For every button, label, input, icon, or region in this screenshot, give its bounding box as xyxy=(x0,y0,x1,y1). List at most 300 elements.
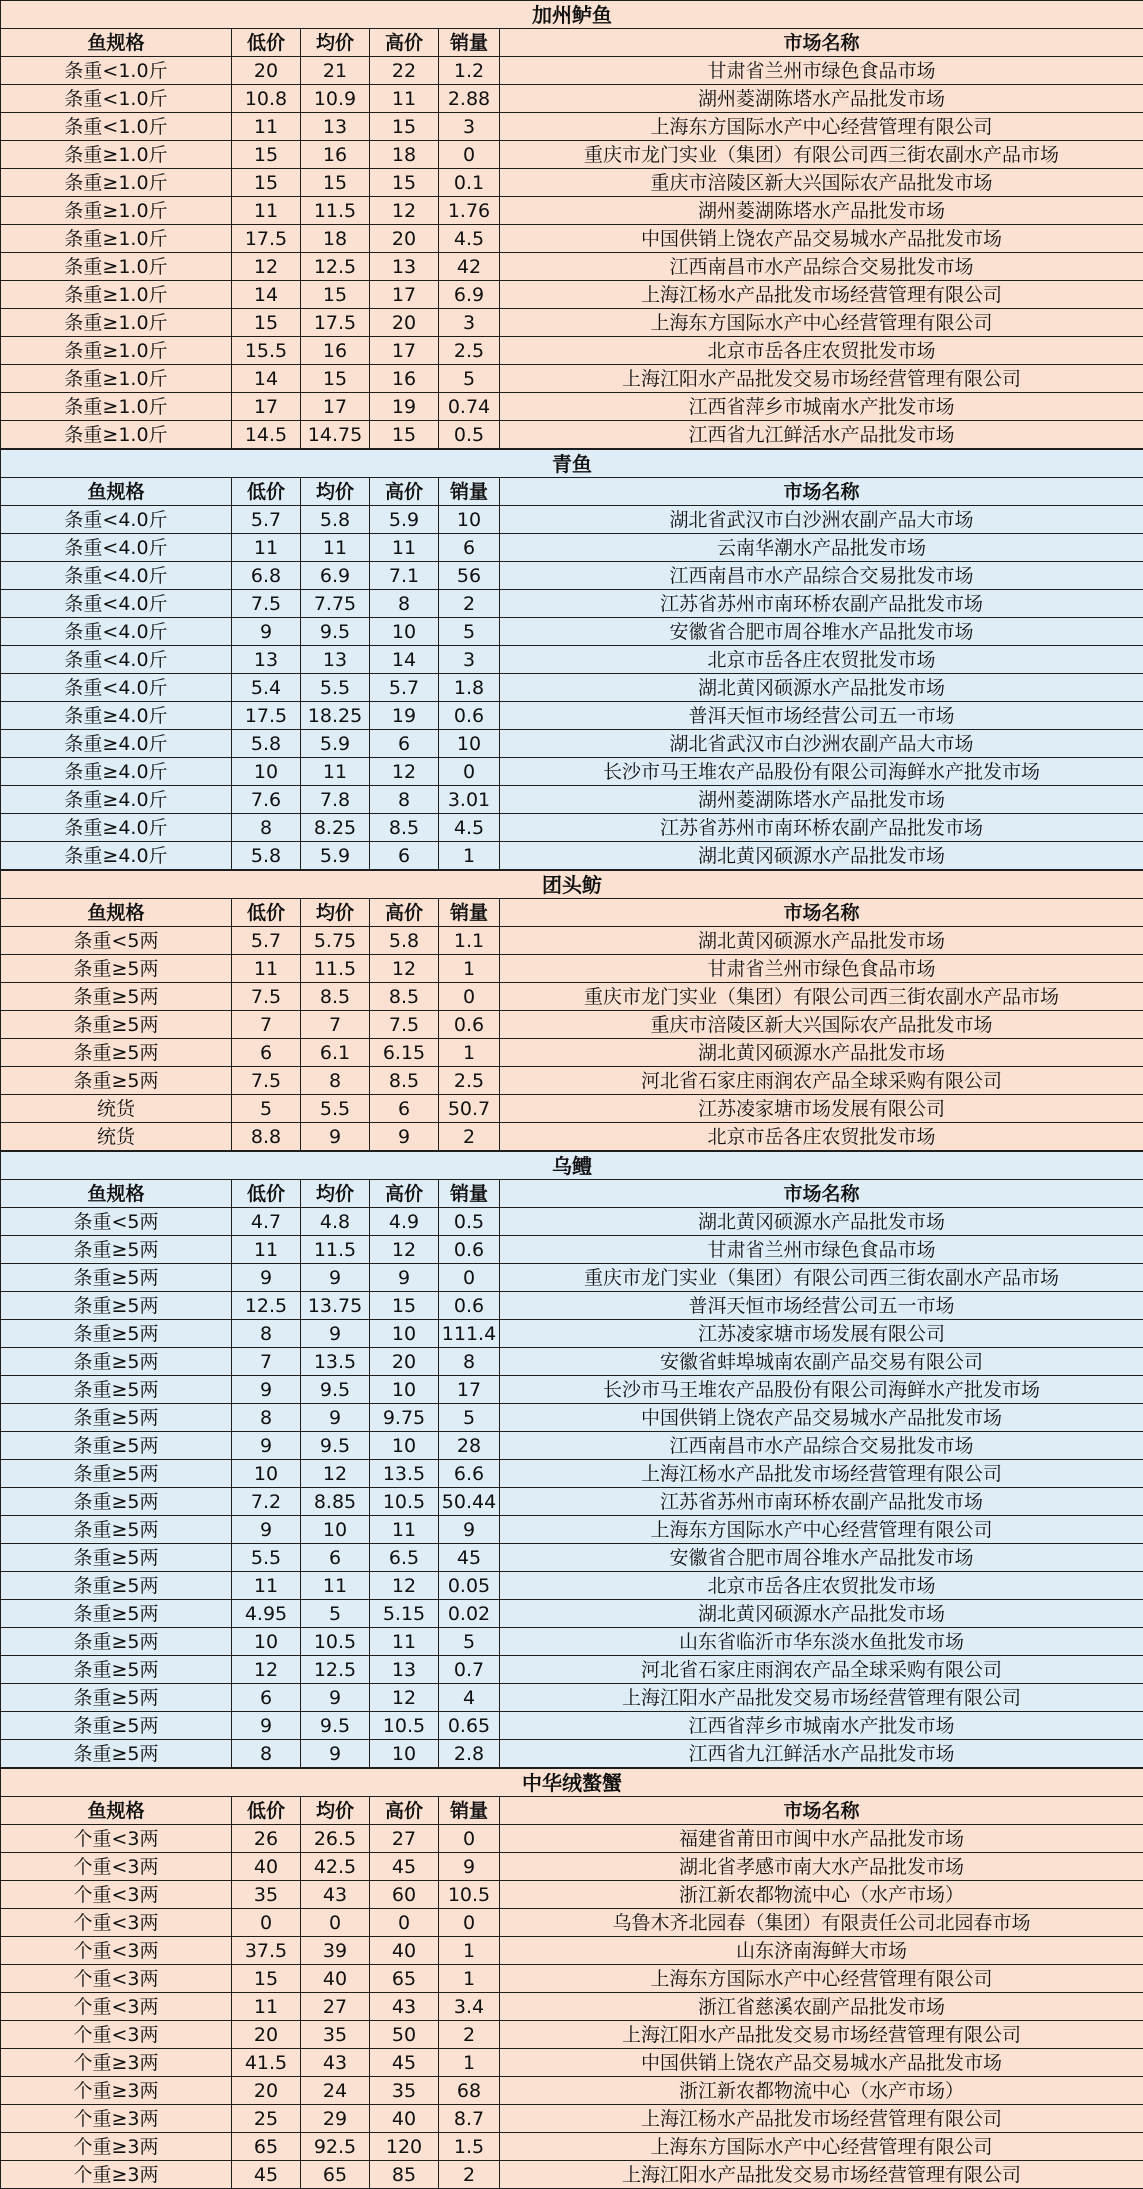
cell-volume: 2 xyxy=(439,1123,500,1151)
cell-market-name: 山东省临沂市华东淡水鱼批发市场 xyxy=(500,1628,1143,1656)
header-spec: 鱼规格 xyxy=(1,29,232,57)
cell-avg-price: 5.8 xyxy=(301,506,370,534)
cell-volume: 5 xyxy=(439,365,500,393)
header-volume: 销量 xyxy=(439,1797,500,1825)
cell-spec: 条重<4.0斤 xyxy=(1,534,232,562)
cell-avg-price: 9 xyxy=(301,1320,370,1348)
cell-volume: 17 xyxy=(439,1376,500,1404)
cell-spec: 条重≥5两 xyxy=(1,1432,232,1460)
cell-low-price: 26 xyxy=(232,1825,301,1853)
cell-high-price: 120 xyxy=(370,2133,439,2161)
cell-high-price: 15 xyxy=(370,169,439,197)
cell-market-name: 上海江杨水产品批发市场经营管理有限公司 xyxy=(500,2105,1143,2133)
cell-spec: 个重<3两 xyxy=(1,1965,232,1993)
cell-low-price: 10 xyxy=(232,758,301,786)
table-row xyxy=(1,1067,1143,1095)
cell-volume: 6.6 xyxy=(439,1460,500,1488)
cell-spec: 条重≥4.0斤 xyxy=(1,786,232,814)
cell-volume: 56 xyxy=(439,562,500,590)
cell-low-price: 5.8 xyxy=(232,730,301,758)
cell-avg-price: 10.5 xyxy=(301,1628,370,1656)
header-avg-price: 均价 xyxy=(301,1180,370,1208)
cell-market-name: 普洱天恒市场经营公司五一市场 xyxy=(500,702,1143,730)
cell-avg-price: 8 xyxy=(301,1067,370,1095)
table-row xyxy=(1,1488,1143,1516)
cell-high-price: 11 xyxy=(370,534,439,562)
section-title-row xyxy=(1,871,1143,899)
table-row xyxy=(1,253,1143,281)
cell-market-name: 北京市岳各庄农贸批发市场 xyxy=(500,646,1143,674)
cell-avg-price: 43 xyxy=(301,1881,370,1909)
cell-market-name: 江苏凌家塘市场发展有限公司 xyxy=(500,1095,1143,1123)
cell-market-name: 上海江阳水产品批发交易市场经营管理有限公司 xyxy=(500,365,1143,393)
table-row xyxy=(1,1404,1143,1432)
header-market-name: 市场名称 xyxy=(500,478,1143,506)
cell-high-price: 43 xyxy=(370,1993,439,2021)
section-title-row xyxy=(1,450,1143,478)
cell-avg-price: 9.5 xyxy=(301,1712,370,1740)
cell-volume: 0.5 xyxy=(439,421,500,449)
cell-spec: 条重<1.0斤 xyxy=(1,57,232,85)
cell-avg-price: 35 xyxy=(301,2021,370,2049)
cell-avg-price: 11 xyxy=(301,1572,370,1600)
cell-avg-price: 5.5 xyxy=(301,1095,370,1123)
section-title: 团头鲂 xyxy=(1,871,1143,899)
header-volume: 销量 xyxy=(439,29,500,57)
cell-high-price: 5.7 xyxy=(370,674,439,702)
cell-high-price: 13.5 xyxy=(370,1460,439,1488)
cell-low-price: 9 xyxy=(232,1376,301,1404)
cell-spec: 条重<1.0斤 xyxy=(1,113,232,141)
cell-low-price: 17.5 xyxy=(232,702,301,730)
cell-market-name: 江西南昌市水产品综合交易批发市场 xyxy=(500,562,1143,590)
cell-spec: 条重≥5两 xyxy=(1,1656,232,1684)
cell-volume: 0.02 xyxy=(439,1600,500,1628)
cell-market-name: 浙江省慈溪农副产品批发市场 xyxy=(500,1993,1143,2021)
cell-volume: 1 xyxy=(439,1937,500,1965)
cell-spec: 条重≥5两 xyxy=(1,1292,232,1320)
header-avg-price: 均价 xyxy=(301,478,370,506)
cell-high-price: 11 xyxy=(370,1628,439,1656)
cell-high-price: 12 xyxy=(370,1236,439,1264)
cell-high-price: 8.5 xyxy=(370,1067,439,1095)
cell-avg-price: 9 xyxy=(301,1684,370,1712)
cell-avg-price: 16 xyxy=(301,141,370,169)
cell-low-price: 9 xyxy=(232,1712,301,1740)
cell-low-price: 40 xyxy=(232,1853,301,1881)
cell-volume: 50.7 xyxy=(439,1095,500,1123)
cell-low-price: 5.7 xyxy=(232,927,301,955)
table-row xyxy=(1,1993,1143,2021)
table-row xyxy=(1,57,1143,85)
cell-high-price: 7.5 xyxy=(370,1011,439,1039)
cell-avg-price: 5.75 xyxy=(301,927,370,955)
cell-market-name: 重庆市涪陵区新大兴国际农产品批发市场 xyxy=(500,169,1143,197)
cell-low-price: 10 xyxy=(232,1460,301,1488)
cell-avg-price: 39 xyxy=(301,1937,370,1965)
cell-spec: 条重≥5两 xyxy=(1,1404,232,1432)
table-row xyxy=(1,590,1143,618)
cell-volume: 0 xyxy=(439,141,500,169)
table-row xyxy=(1,2133,1143,2161)
header-row xyxy=(1,899,1143,927)
cell-avg-price: 5.9 xyxy=(301,730,370,758)
cell-avg-price: 4.8 xyxy=(301,1208,370,1236)
cell-volume: 111.4 xyxy=(439,1320,500,1348)
cell-high-price: 10.5 xyxy=(370,1712,439,1740)
cell-high-price: 18 xyxy=(370,141,439,169)
cell-spec: 个重≥3两 xyxy=(1,2161,232,2189)
cell-avg-price: 9 xyxy=(301,1404,370,1432)
cell-volume: 3.4 xyxy=(439,1993,500,2021)
header-high-price: 高价 xyxy=(370,478,439,506)
table-row xyxy=(1,1292,1143,1320)
table-row xyxy=(1,1628,1143,1656)
header-avg-price: 均价 xyxy=(301,899,370,927)
cell-low-price: 8 xyxy=(232,814,301,842)
cell-avg-price: 7 xyxy=(301,1011,370,1039)
section-title-row xyxy=(1,1152,1143,1180)
cell-volume: 2.5 xyxy=(439,1067,500,1095)
cell-avg-price: 7.75 xyxy=(301,590,370,618)
cell-volume: 8 xyxy=(439,1348,500,1376)
table-row xyxy=(1,983,1143,1011)
cell-low-price: 11 xyxy=(232,113,301,141)
cell-spec: 个重<3两 xyxy=(1,1853,232,1881)
cell-low-price: 37.5 xyxy=(232,1937,301,1965)
cell-spec: 条重≥4.0斤 xyxy=(1,702,232,730)
cell-high-price: 12 xyxy=(370,758,439,786)
cell-spec: 条重<4.0斤 xyxy=(1,618,232,646)
cell-market-name: 安徽省合肥市周谷堆水产品批发市场 xyxy=(500,618,1143,646)
cell-spec: 个重<3两 xyxy=(1,1937,232,1965)
cell-high-price: 85 xyxy=(370,2161,439,2189)
cell-low-price: 7 xyxy=(232,1011,301,1039)
cell-volume: 5 xyxy=(439,1628,500,1656)
cell-market-name: 长沙市马王堆农产品股份有限公司海鲜水产批发市场 xyxy=(500,758,1143,786)
cell-spec: 条重≥5两 xyxy=(1,1067,232,1095)
cell-volume: 2.5 xyxy=(439,337,500,365)
cell-avg-price: 40 xyxy=(301,1965,370,1993)
cell-low-price: 13 xyxy=(232,646,301,674)
cell-low-price: 11 xyxy=(232,1236,301,1264)
header-market-name: 市场名称 xyxy=(500,1797,1143,1825)
table-row xyxy=(1,955,1143,983)
table-row xyxy=(1,618,1143,646)
cell-low-price: 7.6 xyxy=(232,786,301,814)
table-row xyxy=(1,113,1143,141)
cell-market-name: 江西省九江鲜活水产品批发市场 xyxy=(500,1740,1143,1768)
cell-spec: 条重≥5两 xyxy=(1,1684,232,1712)
cell-spec: 个重<3两 xyxy=(1,1881,232,1909)
cell-avg-price: 8.5 xyxy=(301,983,370,1011)
cell-spec: 条重<5两 xyxy=(1,927,232,955)
cell-market-name: 普洱天恒市场经营公司五一市场 xyxy=(500,1292,1143,1320)
header-spec: 鱼规格 xyxy=(1,899,232,927)
cell-avg-price: 8.25 xyxy=(301,814,370,842)
cell-low-price: 25 xyxy=(232,2105,301,2133)
cell-volume: 0.65 xyxy=(439,1712,500,1740)
cell-spec: 条重≥5两 xyxy=(1,1376,232,1404)
cell-avg-price: 9 xyxy=(301,1123,370,1151)
cell-low-price: 4.7 xyxy=(232,1208,301,1236)
cell-low-price: 11 xyxy=(232,197,301,225)
cell-avg-price: 9 xyxy=(301,1264,370,1292)
cell-volume: 2 xyxy=(439,2161,500,2189)
cell-spec: 条重≥5两 xyxy=(1,1320,232,1348)
cell-avg-price: 65 xyxy=(301,2161,370,2189)
cell-volume: 0 xyxy=(439,1825,500,1853)
cell-volume: 1 xyxy=(439,1965,500,1993)
cell-high-price: 15 xyxy=(370,1292,439,1320)
cell-spec: 个重<3两 xyxy=(1,1909,232,1937)
header-avg-price: 均价 xyxy=(301,29,370,57)
table-row xyxy=(1,1460,1143,1488)
cell-low-price: 45 xyxy=(232,2161,301,2189)
cell-market-name: 甘肃省兰州市绿色食品市场 xyxy=(500,955,1143,983)
cell-market-name: 福建省莆田市闽中水产品批发市场 xyxy=(500,1825,1143,1853)
cell-avg-price: 13 xyxy=(301,113,370,141)
header-spec: 鱼规格 xyxy=(1,478,232,506)
cell-market-name: 江西省萍乡市城南水产批发市场 xyxy=(500,393,1143,421)
header-row xyxy=(1,29,1143,57)
cell-avg-price: 10 xyxy=(301,1516,370,1544)
cell-high-price: 11 xyxy=(370,85,439,113)
header-low-price: 低价 xyxy=(232,478,301,506)
cell-avg-price: 15 xyxy=(301,281,370,309)
cell-avg-price: 21 xyxy=(301,57,370,85)
cell-market-name: 乌鲁木齐北园春（集团）有限责任公司北园春市场 xyxy=(500,1909,1143,1937)
cell-low-price: 8 xyxy=(232,1740,301,1768)
cell-spec: 条重≥1.0斤 xyxy=(1,309,232,337)
cell-high-price: 60 xyxy=(370,1881,439,1909)
cell-high-price: 16 xyxy=(370,365,439,393)
cell-high-price: 5.9 xyxy=(370,506,439,534)
table-row xyxy=(1,337,1143,365)
cell-market-name: 甘肃省兰州市绿色食品市场 xyxy=(500,57,1143,85)
table-row xyxy=(1,2021,1143,2049)
table-row xyxy=(1,1825,1143,1853)
cell-avg-price: 8.85 xyxy=(301,1488,370,1516)
table-row xyxy=(1,2077,1143,2105)
table-row xyxy=(1,1348,1143,1376)
cell-avg-price: 0 xyxy=(301,1909,370,1937)
cell-avg-price: 11.5 xyxy=(301,197,370,225)
cell-market-name: 湖北省武汉市白沙洲农副产品大市场 xyxy=(500,506,1143,534)
cell-volume: 9 xyxy=(439,1853,500,1881)
cell-high-price: 19 xyxy=(370,393,439,421)
table-row xyxy=(1,1123,1143,1151)
cell-market-name: 上海江阳水产品批发交易市场经营管理有限公司 xyxy=(500,2021,1143,2049)
cell-volume: 2 xyxy=(439,590,500,618)
cell-spec: 统货 xyxy=(1,1123,232,1151)
section-table xyxy=(0,870,1143,1151)
cell-high-price: 27 xyxy=(370,1825,439,1853)
table-row xyxy=(1,281,1143,309)
table-row xyxy=(1,1516,1143,1544)
cell-low-price: 14.5 xyxy=(232,421,301,449)
cell-market-name: 浙江新农都物流中心（水产市场） xyxy=(500,1881,1143,1909)
cell-volume: 1 xyxy=(439,955,500,983)
cell-low-price: 65 xyxy=(232,2133,301,2161)
cell-market-name: 重庆市龙门实业（集团）有限公司西三街农副水产品市场 xyxy=(500,983,1143,1011)
cell-volume: 0.05 xyxy=(439,1572,500,1600)
cell-volume: 68 xyxy=(439,2077,500,2105)
table-row xyxy=(1,1937,1143,1965)
cell-high-price: 12 xyxy=(370,1684,439,1712)
cell-spec: 条重≥1.0斤 xyxy=(1,141,232,169)
cell-volume: 3.01 xyxy=(439,786,500,814)
cell-spec: 条重≥1.0斤 xyxy=(1,197,232,225)
cell-high-price: 17 xyxy=(370,281,439,309)
header-row xyxy=(1,1180,1143,1208)
table-row xyxy=(1,1909,1143,1937)
cell-avg-price: 6 xyxy=(301,1544,370,1572)
cell-market-name: 北京市岳各庄农贸批发市场 xyxy=(500,1123,1143,1151)
header-market-name: 市场名称 xyxy=(500,1180,1143,1208)
cell-volume: 1.5 xyxy=(439,2133,500,2161)
cell-market-name: 中国供销上饶农产品交易城水产品批发市场 xyxy=(500,1404,1143,1432)
header-low-price: 低价 xyxy=(232,1797,301,1825)
cell-avg-price: 11 xyxy=(301,534,370,562)
cell-volume: 9 xyxy=(439,1516,500,1544)
cell-volume: 3 xyxy=(439,646,500,674)
cell-market-name: 江苏省苏州市南环桥农副产品批发市场 xyxy=(500,814,1143,842)
cell-market-name: 湖州菱湖陈塔水产品批发市场 xyxy=(500,85,1143,113)
cell-avg-price: 6.9 xyxy=(301,562,370,590)
table-row xyxy=(1,1320,1143,1348)
cell-low-price: 7.5 xyxy=(232,1067,301,1095)
cell-high-price: 11 xyxy=(370,1516,439,1544)
cell-volume: 6.9 xyxy=(439,281,500,309)
cell-spec: 条重<4.0斤 xyxy=(1,562,232,590)
section-table xyxy=(0,1151,1143,1768)
cell-low-price: 10.8 xyxy=(232,85,301,113)
cell-spec: 条重<1.0斤 xyxy=(1,85,232,113)
table-row xyxy=(1,1656,1143,1684)
table-row xyxy=(1,1684,1143,1712)
cell-market-name: 上海东方国际水产中心经营管理有限公司 xyxy=(500,1516,1143,1544)
cell-market-name: 上海江阳水产品批发交易市场经营管理有限公司 xyxy=(500,2161,1143,2189)
cell-volume: 2 xyxy=(439,2021,500,2049)
cell-spec: 条重≥5两 xyxy=(1,1236,232,1264)
cell-high-price: 35 xyxy=(370,2077,439,2105)
cell-low-price: 5.4 xyxy=(232,674,301,702)
cell-high-price: 6 xyxy=(370,842,439,870)
cell-avg-price: 12.5 xyxy=(301,253,370,281)
header-volume: 销量 xyxy=(439,1180,500,1208)
cell-spec: 条重≥5两 xyxy=(1,1600,232,1628)
table-row xyxy=(1,730,1143,758)
table-row xyxy=(1,2105,1143,2133)
cell-spec: 条重≥5两 xyxy=(1,1516,232,1544)
header-high-price: 高价 xyxy=(370,1797,439,1825)
cell-low-price: 20 xyxy=(232,2021,301,2049)
table-row xyxy=(1,197,1143,225)
cell-high-price: 15 xyxy=(370,113,439,141)
header-low-price: 低价 xyxy=(232,1180,301,1208)
cell-avg-price: 13.5 xyxy=(301,1348,370,1376)
cell-high-price: 14 xyxy=(370,646,439,674)
cell-low-price: 8 xyxy=(232,1404,301,1432)
cell-spec: 条重≥4.0斤 xyxy=(1,730,232,758)
cell-avg-price: 18 xyxy=(301,225,370,253)
cell-avg-price: 12.5 xyxy=(301,1656,370,1684)
cell-market-name: 江西南昌市水产品综合交易批发市场 xyxy=(500,1432,1143,1460)
cell-spec: 条重≥5两 xyxy=(1,1460,232,1488)
cell-spec: 条重≥5两 xyxy=(1,1628,232,1656)
cell-avg-price: 42.5 xyxy=(301,1853,370,1881)
cell-spec: 条重≥5两 xyxy=(1,1544,232,1572)
cell-volume: 5 xyxy=(439,1404,500,1432)
cell-avg-price: 13.75 xyxy=(301,1292,370,1320)
cell-high-price: 50 xyxy=(370,2021,439,2049)
cell-avg-price: 9.5 xyxy=(301,1432,370,1460)
cell-market-name: 北京市岳各庄农贸批发市场 xyxy=(500,337,1143,365)
cell-market-name: 上海东方国际水产中心经营管理有限公司 xyxy=(500,2133,1143,2161)
table-row xyxy=(1,421,1143,449)
cell-high-price: 10 xyxy=(370,1376,439,1404)
section-title: 乌鳢 xyxy=(1,1152,1143,1180)
cell-low-price: 5.8 xyxy=(232,842,301,870)
cell-volume: 5 xyxy=(439,618,500,646)
cell-spec: 条重≥4.0斤 xyxy=(1,842,232,870)
cell-spec: 条重<4.0斤 xyxy=(1,674,232,702)
table-row xyxy=(1,1853,1143,1881)
cell-spec: 条重≥5两 xyxy=(1,1740,232,1768)
cell-market-name: 上海江阳水产品批发交易市场经营管理有限公司 xyxy=(500,1684,1143,1712)
cell-avg-price: 7.8 xyxy=(301,786,370,814)
cell-low-price: 6.8 xyxy=(232,562,301,590)
table-row xyxy=(1,534,1143,562)
cell-volume: 0.5 xyxy=(439,1208,500,1236)
cell-volume: 2.88 xyxy=(439,85,500,113)
cell-low-price: 11 xyxy=(232,1993,301,2021)
cell-avg-price: 5.9 xyxy=(301,842,370,870)
cell-spec: 条重≥1.0斤 xyxy=(1,169,232,197)
cell-volume: 8.7 xyxy=(439,2105,500,2133)
cell-market-name: 山东济南海鲜大市场 xyxy=(500,1937,1143,1965)
cell-spec: 个重≥3两 xyxy=(1,2049,232,2077)
cell-volume: 3 xyxy=(439,309,500,337)
cell-high-price: 19 xyxy=(370,702,439,730)
cell-volume: 0.74 xyxy=(439,393,500,421)
table-row xyxy=(1,1039,1143,1067)
cell-low-price: 10 xyxy=(232,1628,301,1656)
cell-spec: 个重≥3两 xyxy=(1,2133,232,2161)
cell-market-name: 河北省石家庄雨润农产品全球采购有限公司 xyxy=(500,1656,1143,1684)
cell-high-price: 6.5 xyxy=(370,1544,439,1572)
cell-spec: 条重≥5两 xyxy=(1,1039,232,1067)
cell-market-name: 上海东方国际水产中心经营管理有限公司 xyxy=(500,1965,1143,1993)
cell-low-price: 15 xyxy=(232,1965,301,1993)
cell-high-price: 15 xyxy=(370,421,439,449)
cell-market-name: 河北省石家庄雨润农产品全球采购有限公司 xyxy=(500,1067,1143,1095)
table-row xyxy=(1,141,1143,169)
cell-avg-price: 18.25 xyxy=(301,702,370,730)
header-volume: 销量 xyxy=(439,478,500,506)
cell-high-price: 6.15 xyxy=(370,1039,439,1067)
cell-low-price: 12 xyxy=(232,1656,301,1684)
cell-spec: 条重≥1.0斤 xyxy=(1,337,232,365)
header-spec: 鱼规格 xyxy=(1,1180,232,1208)
section-title-row xyxy=(1,1769,1143,1797)
cell-market-name: 上海东方国际水产中心经营管理有限公司 xyxy=(500,309,1143,337)
cell-market-name: 湖北黄冈硕源水产品批发市场 xyxy=(500,1039,1143,1067)
cell-high-price: 20 xyxy=(370,309,439,337)
cell-market-name: 中国供销上饶农产品交易城水产品批发市场 xyxy=(500,2049,1143,2077)
table-row xyxy=(1,1208,1143,1236)
